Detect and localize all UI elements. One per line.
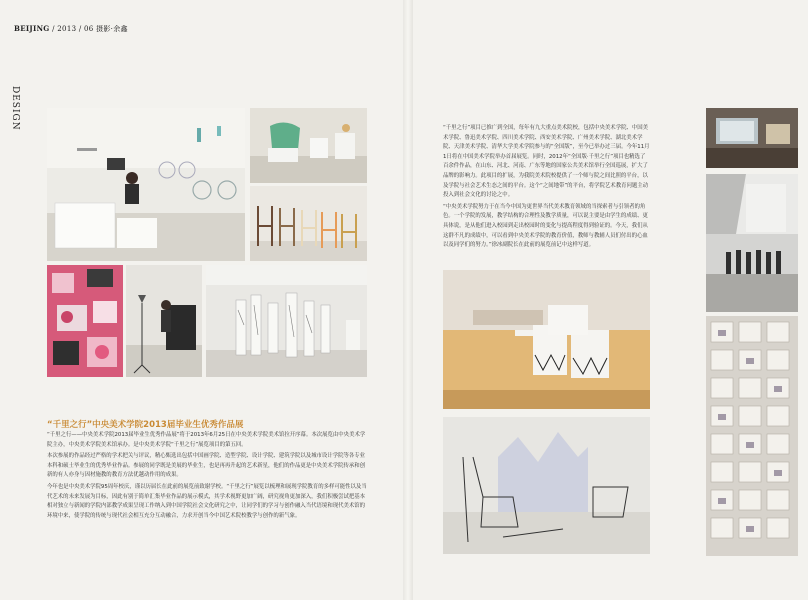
section-side-label: DESIGN (10, 86, 20, 131)
ceramic-cups-shelf-photo (443, 270, 650, 409)
article-paragraph: “中央美术学院努力于在当今中国为更世界当代美术教育领域的当探索者与引领者的角色。一个学院的发展，教学结构的合理性及教学质量，可以说主要是由学生的成绩、更具体说，是从他们进入校园到走出校园时的变化与提高程度得到验证的。今天，我们从这群不凡的成绩中，可以看到中央美术学院的教育价值，教师与教辅人员们付出的心血以及同学们的努力。”徐冰副院长在此前的展览前记中这样写道。 (443, 203, 648, 249)
green-chair-sculpture-photo (250, 108, 367, 183)
article-paragraph: “千里之行——中央美术学院2013届毕业生优秀作品展”将于2013年6月25日在中央美术学院美术馆拉开序幕。本次展览由中央美术学院主办，中央美术学院美术馆承办。是中央美术学院“千里之行”展览项目的第五回。 (47, 432, 366, 448)
article-body-left (47, 431, 367, 523)
museum-entrance-group-photo (706, 174, 798, 312)
colorful-chairs-row-photo (250, 186, 367, 261)
article-paragraph: “千里之行”项目已推广到全国，每年有九大重点美术院校，包括中央美术学院、中国美术学院、鲁迅美术学院、四川美术学院、西安美术学院、广州美术学院、湖北美术学院、天津美术学院、清华大学美术学院参与的“全国版”，至今已举办过三届。今年11月1日将在中国美术学院举办首届展览。同时，2012年“全国版·千里之行”项目也精选了百余件作品，在山东、河北、河南、广东等地的国家公共美术馆举行全国巡展，扩大了品牌的影响力。此项目的扩展，为我院美术院校提供了一个师与院之间比照的平台，以及学院与社会艺术生态之间的平台。这个“之间地带”的平台，将学院艺术教育问题主动投入到社会文化的讨论之中。 (443, 125, 650, 199)
pink-textile-prints-photo (47, 265, 123, 377)
header-issue: / 2013 / 06 (52, 25, 94, 33)
article-paragraph: 本次参展的作品经过严格的学术把关与评议，精心甄选出包括中国画学院、造型学院、设计学院、建筑学院以及城市设计学院等各专业本科和硕士毕业生的优秀毕业作品。参展的同学既是美展的毕业生，也是再再升起的艺术新星，他们的作品更是中央美术学院传承和创新的有人亦身与因材施教的教育方法优越动作用的成果。 (47, 453, 366, 479)
article-title: “千里之行”中央美术学院2013届毕业生优秀作品展 (47, 420, 244, 430)
exhibition-hall-bicycles-photo (47, 108, 245, 261)
wire-chairs-installation-photo (443, 417, 650, 554)
paper-lantern-installation-photo (206, 265, 367, 377)
piano-performance-photo (126, 265, 202, 377)
article-body-right (443, 124, 650, 253)
page-header (14, 24, 128, 34)
article-paragraph: 今年也是中央美术学院95周年校庆，谨以历届长在此前的展览前致谢学校。“千里之行”展览以梳理和展现学院教育的多样可能性以及当代艺术的未来发展为目标，因此有别于简单汇集毕业作品的展示模式，其学术视野更加广阔，研究视角更加深入，我们积极尝试把基本相对独立与新闻的学院内部教学成果呈现工作纳入到中国学院社会文化研究之中，让同学们的学习与创作融入当代语境和现代美术馆的环境中来，使学院的传统与现代社会相互充分互动融合，力求开创当今中国艺术院校教学与创作的新气象。 (47, 483, 367, 519)
header-section: 摄影·余鑫 (96, 25, 128, 33)
gallery-screen-projection-photo (706, 108, 798, 168)
header-city: BEIJING (14, 24, 50, 33)
page-gutter (403, 0, 413, 600)
ceramic-wall-tiles-photo (706, 316, 798, 556)
